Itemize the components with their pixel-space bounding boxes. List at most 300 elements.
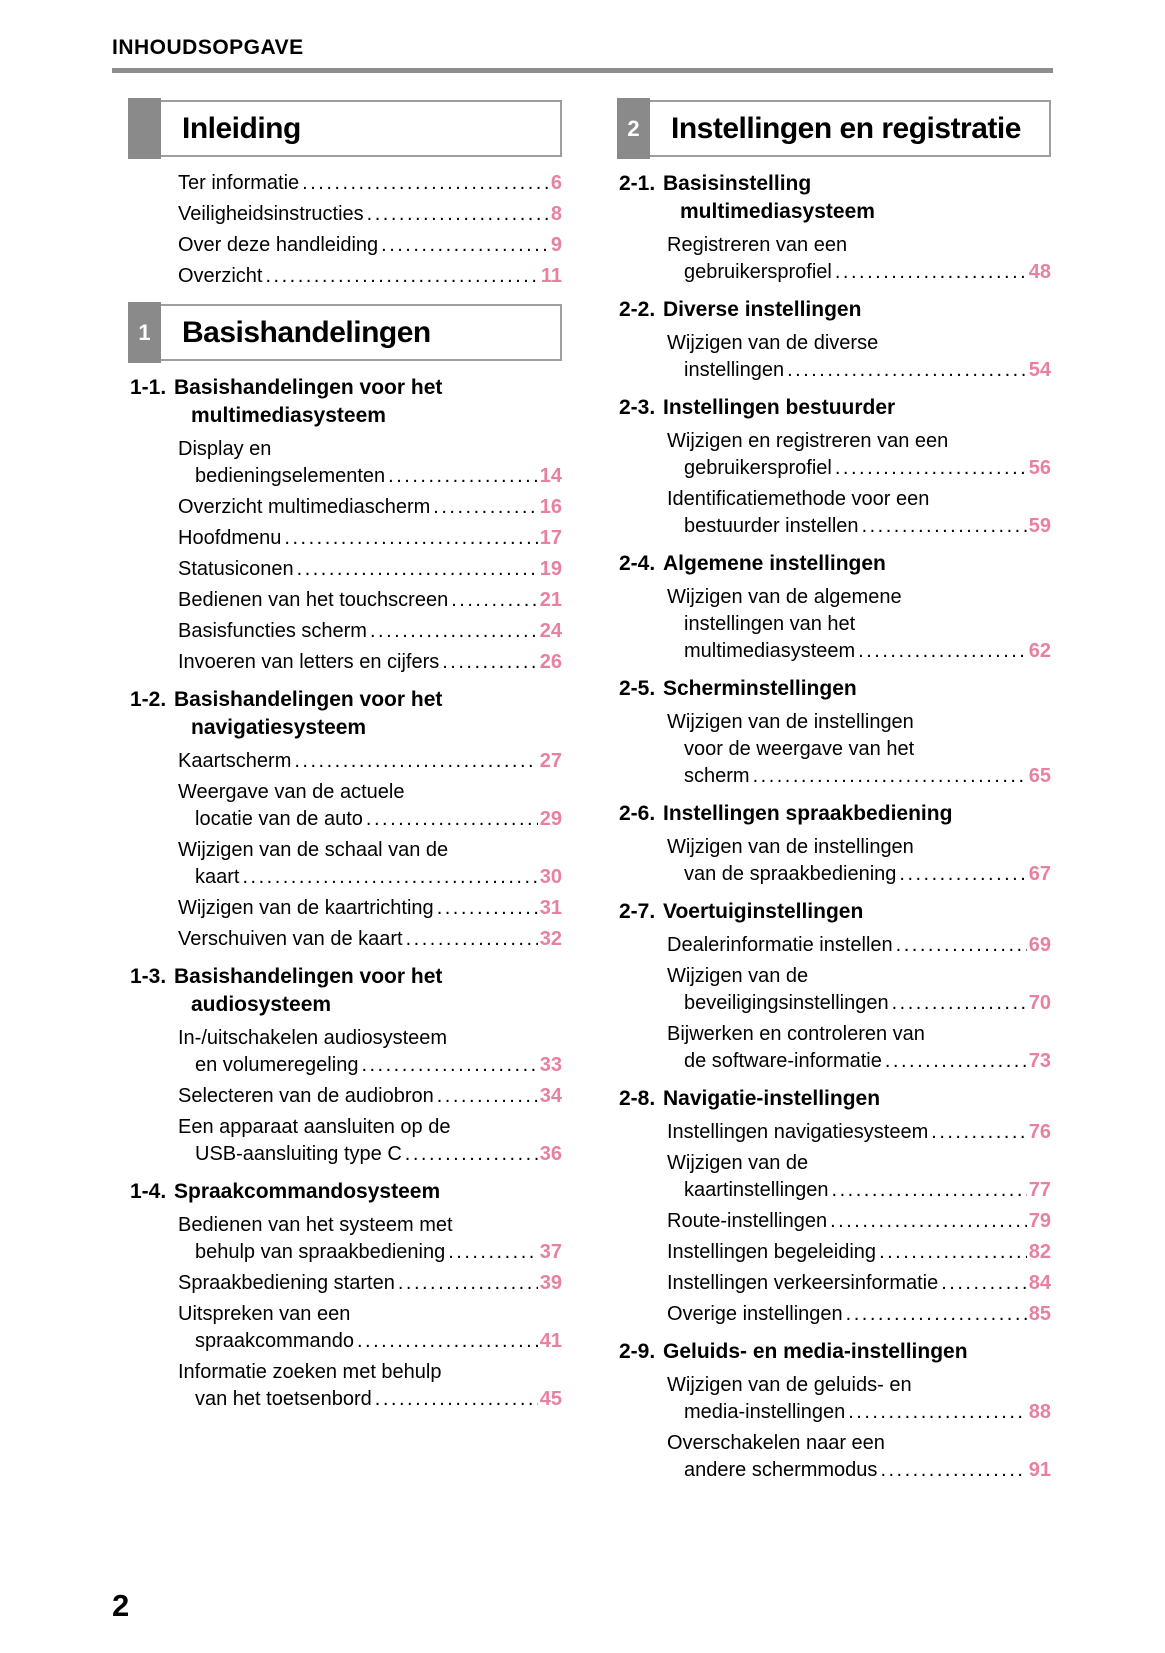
entry-page-number: 17 xyxy=(539,527,562,549)
toc-section xyxy=(128,100,562,290)
entry-line xyxy=(667,1457,1051,1484)
entry-page-number: 19 xyxy=(539,558,562,580)
heading-number: 1-2. xyxy=(130,688,167,711)
group-heading xyxy=(619,394,1051,422)
dot-leader xyxy=(885,1048,1027,1075)
entry-page-number: 11 xyxy=(540,265,562,287)
toc-entry[interactable] xyxy=(667,709,1051,790)
entry-line xyxy=(667,1301,1051,1328)
entry-line: In-/uitschakelen audiosysteem xyxy=(178,1027,448,1049)
dot-leader xyxy=(357,1328,538,1355)
group-heading xyxy=(130,963,562,1019)
dot-leader xyxy=(366,806,538,833)
chapter-tab xyxy=(617,98,650,159)
heading-line: multimediasysteem xyxy=(680,200,875,223)
heading-text: Instellingen spraakbediening xyxy=(663,802,953,825)
entry-page-number: 34 xyxy=(539,1085,562,1107)
entry-line: Display en xyxy=(178,438,272,460)
group-heading xyxy=(619,800,1051,828)
group-heading xyxy=(130,686,562,742)
toc-entry[interactable] xyxy=(667,963,1051,1017)
toc-columns xyxy=(128,100,1053,1488)
entry-page-number: 6 xyxy=(550,172,562,194)
entry-text: Invoeren van letters en cijfers xyxy=(178,651,440,673)
heading-number: 2-9. xyxy=(619,1340,656,1363)
dot-leader xyxy=(787,357,1027,384)
toc-entry[interactable] xyxy=(178,1114,562,1168)
entry-line: Wijzigen van de instellingen xyxy=(667,711,914,733)
entry-line: Wijzigen van de xyxy=(667,965,809,987)
entry-line xyxy=(178,494,562,521)
dot-leader xyxy=(830,1208,1027,1235)
toc-group xyxy=(128,963,562,1168)
entry-line xyxy=(178,170,562,197)
toc-column xyxy=(128,100,562,1417)
entry-line xyxy=(667,513,1051,540)
toc-entry[interactable] xyxy=(667,1021,1051,1075)
entry-text: Overzicht xyxy=(178,265,263,287)
heading-line xyxy=(619,800,1051,828)
entry-page-number: 41 xyxy=(539,1330,562,1352)
entry-text: Verschuiven van de kaart xyxy=(178,928,403,950)
entry-page-number: 73 xyxy=(1028,1050,1051,1072)
heading-number: 2-3. xyxy=(619,396,656,419)
heading-text: Diverse instellingen xyxy=(663,298,862,321)
toc-section xyxy=(128,304,562,1413)
toc-group xyxy=(128,374,562,676)
toc-entry[interactable] xyxy=(667,1208,1051,1235)
header-rule xyxy=(112,68,1053,73)
entry-line xyxy=(178,748,562,775)
toc-entry[interactable] xyxy=(178,779,562,833)
heading-number: 2-2. xyxy=(619,298,656,321)
heading-number: 1-3. xyxy=(130,965,167,988)
entry-page-number: 27 xyxy=(539,750,562,772)
dot-leader xyxy=(294,748,537,775)
heading-line xyxy=(619,898,1051,926)
toc-column xyxy=(617,100,1051,1488)
entry-page-number: 16 xyxy=(539,496,562,518)
chapter-box xyxy=(128,100,562,157)
group-heading xyxy=(130,374,562,430)
entry-text: Instellingen verkeersinformatie xyxy=(667,1272,939,1294)
entry-text: Hoofdmenu xyxy=(178,527,282,549)
entry-page-number: 54 xyxy=(1028,359,1051,381)
entry-line xyxy=(178,1328,562,1355)
heading-number: 2-5. xyxy=(619,677,656,700)
toc-entry[interactable] xyxy=(178,556,562,583)
heading-text: Voertuiginstellingen xyxy=(663,900,864,923)
entry-page-number: 32 xyxy=(539,928,562,950)
heading-number: 2-7. xyxy=(619,900,656,923)
entry-line: Wijzigen van de diverse xyxy=(667,332,879,354)
toc-entry[interactable] xyxy=(667,1372,1051,1426)
entry-line xyxy=(667,861,1051,888)
heading-text: Scherminstellingen xyxy=(663,677,857,700)
entry-page-number: 8 xyxy=(550,203,562,225)
toc-entry[interactable] xyxy=(667,932,1051,959)
dot-leader xyxy=(405,1141,538,1168)
toc-group xyxy=(128,1178,562,1413)
entry-line xyxy=(178,463,562,490)
heading-line xyxy=(130,686,562,714)
entry-line: Bijwerken en controleren van xyxy=(667,1023,925,1045)
dot-leader xyxy=(846,1301,1027,1328)
entry-page-number: 37 xyxy=(539,1241,562,1263)
entry-line: Registreren van een xyxy=(667,234,848,256)
dot-leader xyxy=(381,232,549,259)
toc-group xyxy=(617,675,1051,790)
heading-number: 2-1. xyxy=(619,172,656,195)
entry-text: Instellingen begeleiding xyxy=(667,1241,877,1263)
dot-leader xyxy=(265,263,538,290)
heading-text: Geluids- en media-instellingen xyxy=(663,1340,968,1363)
entry-text: spraakcommando xyxy=(195,1330,354,1352)
toc-group xyxy=(617,1085,1051,1328)
dot-leader xyxy=(896,932,1027,959)
entry-line xyxy=(178,201,562,228)
heading-line xyxy=(130,1178,562,1206)
entry-page-number: 59 xyxy=(1028,515,1051,537)
entry-text: media-instellingen xyxy=(684,1401,846,1423)
entry-page-number: 45 xyxy=(539,1388,562,1410)
chapter-box xyxy=(128,304,562,361)
toc-entry[interactable] xyxy=(667,232,1051,286)
footer-page-number: 2 xyxy=(112,1588,130,1623)
toc-header: INHOUDSOPGAVE xyxy=(112,36,304,59)
entry-line: voor de weergave van het xyxy=(684,738,915,760)
heading-number: 2-4. xyxy=(619,552,656,575)
dot-leader xyxy=(297,556,538,583)
chapter-title: Basishandelingen xyxy=(182,315,431,349)
entry-text: kaart xyxy=(195,866,240,888)
dot-leader xyxy=(931,1119,1026,1146)
dot-leader xyxy=(899,861,1026,888)
entry-line xyxy=(667,1399,1051,1426)
heading-text: Basishandelingen voor het xyxy=(174,376,443,399)
entry-page-number: 31 xyxy=(539,897,562,919)
entry-page-number: 33 xyxy=(539,1054,562,1076)
heading-line xyxy=(619,394,1051,422)
entry-line xyxy=(178,1052,562,1079)
toc-entry[interactable] xyxy=(667,1430,1051,1484)
entry-line xyxy=(667,455,1051,482)
group-heading xyxy=(619,898,1051,926)
toc-group xyxy=(617,296,1051,384)
toc-group xyxy=(617,550,1051,665)
heading-text: Spraakcommandosysteem xyxy=(174,1180,441,1203)
toc-group xyxy=(128,170,562,290)
toc-group xyxy=(617,800,1051,888)
entry-text: Ter informatie xyxy=(178,172,300,194)
entry-page-number: 76 xyxy=(1028,1121,1051,1143)
entry-page-number: 56 xyxy=(1028,457,1051,479)
entry-line xyxy=(178,1239,562,1266)
heading-number: 1-1. xyxy=(130,376,167,399)
entry-line: Identificatiemethode voor een xyxy=(667,488,930,510)
dot-leader xyxy=(753,763,1027,790)
dot-leader xyxy=(361,1052,537,1079)
toc-entry[interactable] xyxy=(178,1270,562,1297)
entry-line: Informatie zoeken met behulp xyxy=(178,1361,442,1383)
dot-leader xyxy=(848,1399,1027,1426)
toc-entry[interactable] xyxy=(178,587,562,614)
entry-page-number: 14 xyxy=(539,465,562,487)
entry-text: locatie van de auto xyxy=(195,808,363,830)
toc-entry[interactable] xyxy=(667,486,1051,540)
toc-entry[interactable] xyxy=(178,618,562,645)
entry-text: Basisfuncties scherm xyxy=(178,620,367,642)
entry-line: Bedienen van het systeem met xyxy=(178,1214,453,1236)
entry-line xyxy=(667,932,1051,959)
entry-text: Spraakbediening starten xyxy=(178,1272,395,1294)
dot-leader xyxy=(437,1083,538,1110)
entry-line xyxy=(178,864,562,891)
entry-text: gebruikersprofiel xyxy=(684,457,832,479)
toc-entry[interactable] xyxy=(667,1150,1051,1204)
dot-leader xyxy=(448,1239,538,1266)
entry-line xyxy=(178,232,562,259)
toc-entry[interactable] xyxy=(667,1239,1051,1266)
entry-page-number: 62 xyxy=(1028,640,1051,662)
entry-page-number: 88 xyxy=(1028,1401,1051,1423)
dot-leader xyxy=(375,1386,538,1413)
entry-line xyxy=(667,1119,1051,1146)
entry-text: Overige instellingen xyxy=(667,1303,843,1325)
dot-leader xyxy=(879,1239,1027,1266)
entry-line xyxy=(178,263,562,290)
toc-entry[interactable] xyxy=(667,1270,1051,1297)
heading-text: Navigatie-instellingen xyxy=(663,1087,881,1110)
entry-page-number: 9 xyxy=(550,234,562,256)
toc-entry[interactable] xyxy=(178,926,562,953)
toc-entry[interactable] xyxy=(178,1025,562,1079)
dot-leader xyxy=(437,895,538,922)
entry-line xyxy=(178,1083,562,1110)
group-heading xyxy=(619,675,1051,703)
group-heading xyxy=(619,170,1051,226)
toc-entry[interactable] xyxy=(178,1083,562,1110)
dot-leader xyxy=(433,494,537,521)
heading-text: Basishandelingen voor het xyxy=(174,688,443,711)
heading-line: navigatiesysteem xyxy=(191,716,367,739)
entry-line xyxy=(178,1270,562,1297)
entry-text: de software-informatie xyxy=(684,1050,882,1072)
entry-line: instellingen van het xyxy=(684,613,856,635)
heading-line xyxy=(130,963,562,991)
dot-leader xyxy=(451,587,538,614)
entry-text: instellingen xyxy=(684,359,785,381)
group-heading xyxy=(619,296,1051,324)
entry-line xyxy=(178,525,562,552)
entry-text: USB-aansluiting type C xyxy=(195,1143,402,1165)
entry-line xyxy=(178,1386,562,1413)
chapter-tab xyxy=(128,302,161,363)
entry-text: scherm xyxy=(684,765,750,787)
toc-entry[interactable] xyxy=(178,263,562,290)
entry-page-number: 21 xyxy=(539,589,562,611)
toc-entry[interactable] xyxy=(178,494,562,521)
entry-text: multimediasysteem xyxy=(684,640,856,662)
toc-entry[interactable] xyxy=(667,1119,1051,1146)
toc-entry[interactable] xyxy=(667,330,1051,384)
heading-line xyxy=(619,550,1051,578)
entry-text: beveiligingsinstellingen xyxy=(684,992,889,1014)
chapter-box xyxy=(617,100,1051,157)
entry-text: van de spraakbediening xyxy=(684,863,897,885)
entry-page-number: 67 xyxy=(1028,863,1051,885)
dot-leader xyxy=(388,463,538,490)
entry-page-number: 26 xyxy=(539,651,562,673)
heading-line xyxy=(130,374,562,402)
dot-leader xyxy=(398,1270,538,1297)
toc-group xyxy=(617,1338,1051,1484)
entry-line: Wijzigen van de xyxy=(667,1152,809,1174)
dot-leader xyxy=(892,990,1027,1017)
toc-entry[interactable] xyxy=(667,428,1051,482)
entry-page-number: 29 xyxy=(539,808,562,830)
heading-line: audiosysteem xyxy=(191,993,332,1016)
chapter-title: Inleiding xyxy=(182,111,301,145)
entry-line xyxy=(178,806,562,833)
entry-text: bestuurder instellen xyxy=(684,515,859,537)
entry-line: Weergave van de actuele xyxy=(178,781,405,803)
toc-entry[interactable] xyxy=(178,1301,562,1355)
dot-leader xyxy=(835,259,1027,286)
toc-entry[interactable] xyxy=(667,834,1051,888)
entry-line: Overschakelen naar een xyxy=(667,1432,885,1454)
chapter-number: 2 xyxy=(627,115,640,141)
entry-line xyxy=(667,990,1051,1017)
toc-entry[interactable] xyxy=(178,837,562,891)
toc-entry[interactable] xyxy=(178,895,562,922)
heading-text: Algemene instellingen xyxy=(663,552,886,575)
entry-line xyxy=(667,1270,1051,1297)
chapter-tab xyxy=(128,98,161,159)
entry-text: Statusiconen xyxy=(178,558,294,580)
dot-leader xyxy=(832,1177,1027,1204)
entry-page-number: 30 xyxy=(539,866,562,888)
entry-text: van het toetsenbord xyxy=(195,1388,372,1410)
entry-text: Bedienen van het touchscreen xyxy=(178,589,449,611)
entry-line xyxy=(667,259,1051,286)
toc-entry[interactable] xyxy=(178,748,562,775)
entry-text: Kaartscherm xyxy=(178,750,292,772)
entry-page-number: 70 xyxy=(1028,992,1051,1014)
entry-text: en volumeregeling xyxy=(195,1054,359,1076)
entry-line xyxy=(667,1048,1051,1075)
heading-line: multimediasysteem xyxy=(191,404,386,427)
dot-leader xyxy=(367,201,549,228)
heading-line xyxy=(619,1085,1051,1113)
entry-line xyxy=(667,1208,1051,1235)
toc-entry[interactable] xyxy=(178,649,562,676)
entry-page-number: 48 xyxy=(1028,261,1051,283)
dot-leader xyxy=(370,618,538,645)
entry-page-number: 69 xyxy=(1028,934,1051,956)
toc-group xyxy=(128,686,562,953)
group-heading xyxy=(130,1178,562,1206)
toc-entry[interactable] xyxy=(178,170,562,197)
entry-text: Selecteren van de audiobron xyxy=(178,1085,434,1107)
entry-line xyxy=(178,618,562,645)
entry-page-number: 36 xyxy=(539,1143,562,1165)
heading-text: Basisinstelling xyxy=(663,172,812,195)
entry-line xyxy=(667,638,1051,665)
toc-entry[interactable] xyxy=(667,584,1051,665)
heading-number: 2-8. xyxy=(619,1087,656,1110)
toc-group xyxy=(617,898,1051,1075)
entry-text: gebruikersprofiel xyxy=(684,261,832,283)
heading-line xyxy=(619,170,1051,198)
entry-page-number: 79 xyxy=(1028,1210,1051,1232)
entry-line: Uitspreken van een xyxy=(178,1303,351,1325)
entry-text: Over deze handleiding xyxy=(178,234,379,256)
entry-page-number: 39 xyxy=(539,1272,562,1294)
entry-page-number: 24 xyxy=(539,620,562,642)
entry-page-number: 85 xyxy=(1028,1303,1051,1325)
dot-leader xyxy=(242,864,537,891)
entry-line xyxy=(667,1177,1051,1204)
entry-text: kaartinstellingen xyxy=(684,1179,829,1201)
dot-leader xyxy=(835,455,1027,482)
dot-leader xyxy=(858,638,1027,665)
toc-entry[interactable] xyxy=(178,1359,562,1413)
entry-text: bedieningselementen xyxy=(195,465,386,487)
toc-entry[interactable] xyxy=(178,436,562,490)
toc-section xyxy=(617,100,1051,1484)
entry-line xyxy=(178,556,562,583)
dot-leader xyxy=(442,649,538,676)
entry-line: Wijzigen van de algemene xyxy=(667,586,902,608)
entry-line: Wijzigen van de instellingen xyxy=(667,836,914,858)
toc-entry[interactable] xyxy=(178,201,562,228)
entry-line xyxy=(178,895,562,922)
entry-text: Overzicht multimediascherm xyxy=(178,496,431,518)
dot-leader xyxy=(302,170,549,197)
entry-line xyxy=(667,357,1051,384)
dot-leader xyxy=(880,1457,1026,1484)
entry-text: andere schermmodus xyxy=(684,1459,878,1481)
entry-line: Een apparaat aansluiten op de xyxy=(178,1116,451,1138)
toc-group xyxy=(617,170,1051,286)
heading-text: Instellingen bestuurder xyxy=(663,396,896,419)
entry-text: Dealerinformatie instellen xyxy=(667,934,893,956)
entry-text: Veiligheidsinstructies xyxy=(178,203,364,225)
heading-number: 1-4. xyxy=(130,1180,167,1203)
heading-text: Basishandelingen voor het xyxy=(174,965,443,988)
toc-entry[interactable] xyxy=(178,232,562,259)
entry-line xyxy=(667,1239,1051,1266)
heading-line xyxy=(619,1338,1051,1366)
toc-entry[interactable] xyxy=(178,525,562,552)
toc-entry[interactable] xyxy=(667,1301,1051,1328)
toc-entry[interactable] xyxy=(178,1212,562,1266)
entry-page-number: 91 xyxy=(1028,1459,1051,1481)
dot-leader xyxy=(406,926,538,953)
entry-line xyxy=(178,587,562,614)
entry-text: Wijzigen van de kaartrichting xyxy=(178,897,434,919)
entry-page-number: 84 xyxy=(1028,1272,1051,1294)
heading-number: 2-6. xyxy=(619,802,656,825)
chapter-number: 1 xyxy=(138,319,151,345)
entry-line xyxy=(667,763,1051,790)
entry-text: Route-instellingen xyxy=(667,1210,828,1232)
group-heading xyxy=(619,1085,1051,1113)
entry-page-number: 82 xyxy=(1028,1241,1051,1263)
entry-line xyxy=(178,1141,562,1168)
entry-line: Wijzigen van de geluids- en xyxy=(667,1374,912,1396)
